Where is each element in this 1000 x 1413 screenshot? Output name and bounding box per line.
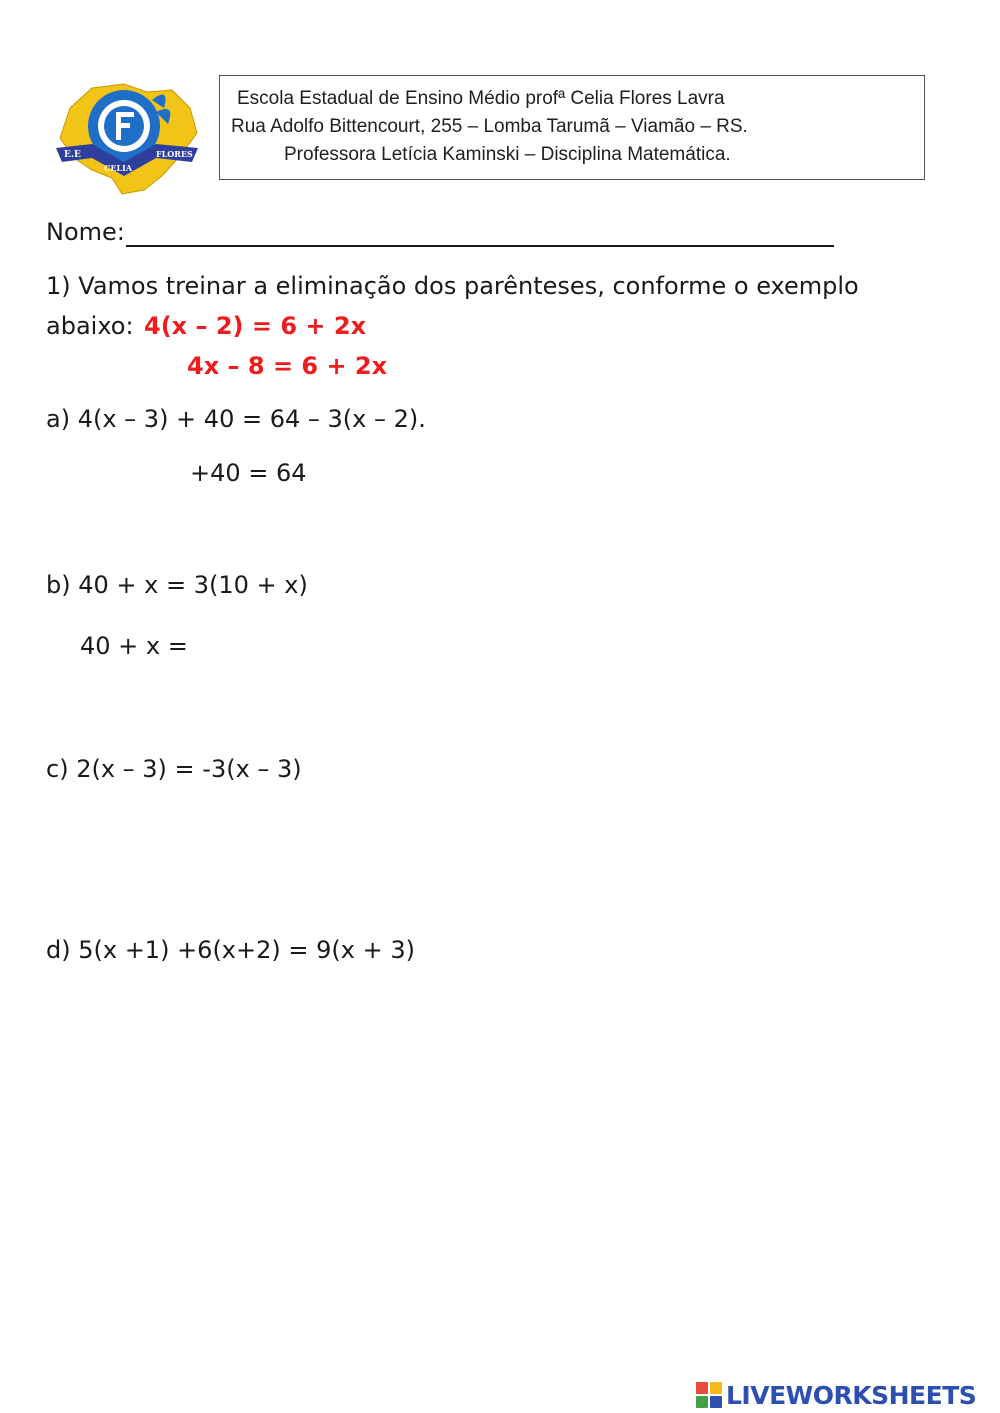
item-b-equation: b) 40 + x = 3(10 + x)	[46, 571, 308, 599]
item-b-answer-start: 40 + x =	[80, 632, 188, 660]
name-label: Nome:	[46, 218, 125, 246]
name-field-line[interactable]	[126, 245, 834, 247]
question-1-prompt: 1) Vamos treinar a eliminação dos parênteses, conforme o exemplo	[46, 272, 859, 300]
liveworksheets-brand	[696, 1378, 976, 1412]
logo-text-flores: FLORES	[156, 149, 193, 159]
school-name: Escola Estadual de Ensino Médio profª Celia Flores Lavra	[237, 88, 725, 109]
liveworksheets-logo-icon	[696, 1382, 722, 1408]
school-header	[219, 75, 925, 180]
item-a-answer-start: +40 = 64	[190, 459, 307, 487]
logo-text-ee: E.E	[64, 150, 81, 160]
item-c-equation: c) 2(x – 3) = -3(x – 3)	[46, 755, 302, 783]
logo-text-celia: CELIA	[104, 163, 133, 173]
example-line-1: 4(x – 2) = 6 + 2x	[144, 312, 367, 340]
school-address: Rua Adolfo Bittencourt, 255 – Lomba Tarumã – Viamão – RS.	[231, 116, 748, 137]
example-line-2: 4x – 8 = 6 + 2x	[187, 352, 388, 380]
school-logo	[52, 78, 202, 198]
item-d-equation: d) 5(x +1) +6(x+2) = 9(x + 3)	[46, 936, 415, 964]
brand-text: LIVEWORKSHEETS	[726, 1380, 977, 1410]
question-1-prompt-continued: abaixo:	[46, 312, 134, 340]
school-logo-graphic	[52, 78, 202, 198]
item-a-equation: a) 4(x – 3) + 40 = 64 – 3(x – 2).	[46, 405, 426, 433]
teacher-subject: Professora Letícia Kaminski – Disciplina Matemática.	[284, 144, 731, 165]
